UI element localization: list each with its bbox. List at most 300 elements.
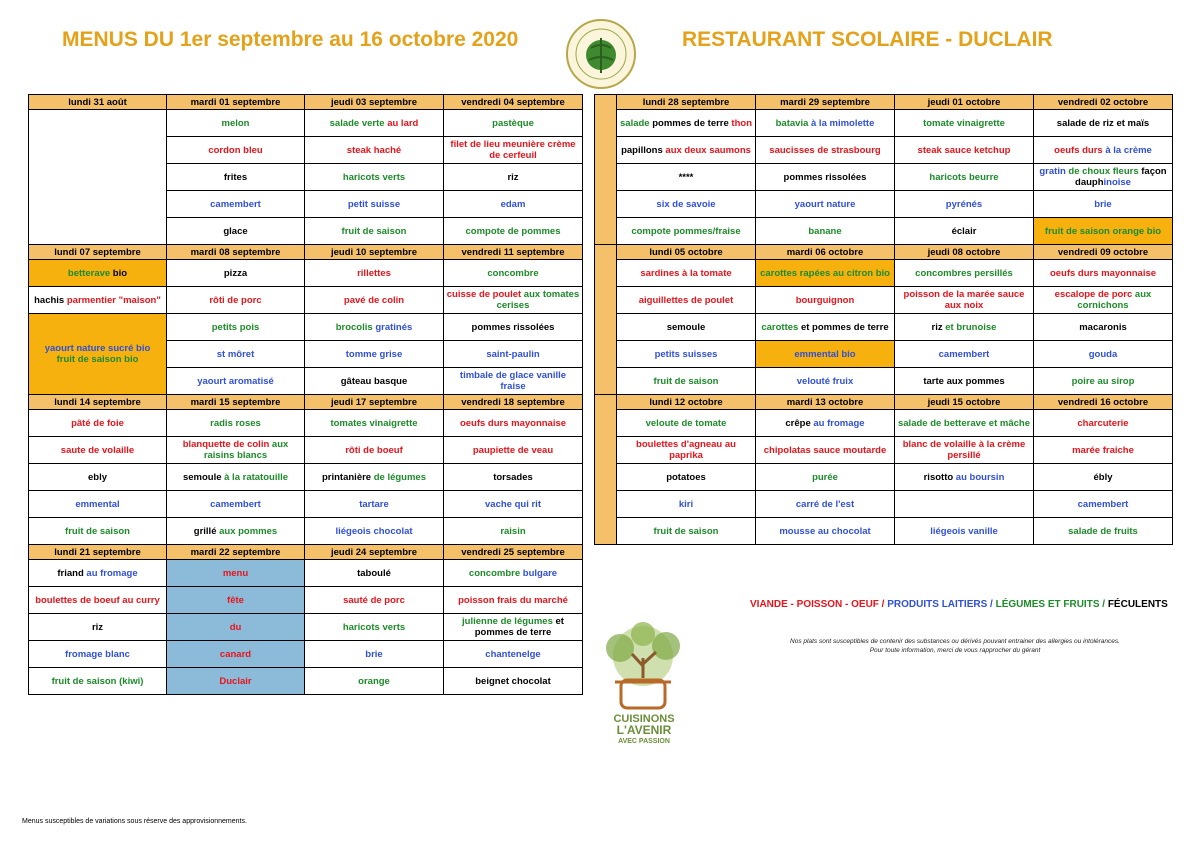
menu-item-text: batavia (775, 117, 809, 129)
menu-cell (617, 191, 756, 218)
allergy-note: Nos plats sont susceptibles de contenir des substances ou dérivés pouvant entrainer des allergies ou intolérances. Pour toute information, merci de vous rapprocher du gérant (790, 638, 1120, 654)
menu-cell (29, 410, 167, 437)
week-header-row (29, 95, 583, 110)
menu-item-text: steak sauce ketchup (917, 144, 1011, 156)
menu-item-text: du (229, 621, 242, 633)
menu-item-text: aiguillettes de poulet (638, 294, 734, 306)
menu-row (595, 518, 1173, 545)
day-header: mardi 13 octobre (756, 395, 895, 410)
menu-cell (167, 464, 305, 491)
menu-cell (1034, 341, 1173, 368)
menu-item-text: saucisses de strasbourg (769, 144, 881, 156)
menu-cell (756, 218, 895, 245)
menu-row (595, 437, 1173, 464)
menu-item-text: tarte aux pommes (923, 375, 1005, 387)
menu-item-text: haricots beurre (929, 171, 999, 183)
menu-cell (756, 410, 895, 437)
menu-cell (617, 218, 756, 245)
menu-cell (29, 587, 167, 614)
day-header: mardi 22 septembre (167, 545, 305, 560)
menu-row (595, 218, 1173, 245)
menu-item-text: poisson frais du marché (458, 594, 568, 606)
menu-cell (167, 191, 305, 218)
menu-cell (305, 368, 444, 395)
menu-cell (305, 560, 444, 587)
menu-item-text: pizza (223, 267, 248, 279)
menu-cell (895, 464, 1034, 491)
menu-item-text: gratinés (375, 321, 413, 333)
menu-item-text: blanc de volaille à la crème persillé (902, 439, 1026, 461)
menu-item-text: de choux fleurs (1065, 166, 1139, 177)
menu-item-text: salade de fruits (1068, 525, 1138, 537)
menu-item-text: à la ratatouille (221, 471, 289, 483)
menu-item-text: camembert (210, 198, 261, 210)
menu-item-text: à la mimolette (808, 117, 875, 129)
menu-item-text: vache qui rit (485, 498, 541, 510)
menu-item-text: chantenelge (485, 648, 541, 660)
day-header: vendredi 11 septembre (444, 245, 583, 260)
menu-item-text: fruit de saison (341, 225, 407, 237)
menu-cell (756, 368, 895, 395)
menu-item-text: au boursin (953, 471, 1005, 483)
menu-cell (617, 137, 756, 164)
menu-item-text: carottes (761, 321, 801, 333)
menu-cell (1034, 260, 1173, 287)
menu-cell (444, 164, 583, 191)
menu-item-text: rôti de boeuf (345, 444, 403, 456)
menu-item-text: carottes rapées au citron bio (760, 267, 890, 279)
menu-cell (895, 260, 1034, 287)
menu-cell (1034, 218, 1173, 245)
day-header: vendredi 09 octobre (1034, 245, 1173, 260)
menu-cell (617, 164, 756, 191)
day-header: mardi 29 septembre (756, 95, 895, 110)
menu-item-text: gratin (1039, 166, 1066, 177)
menu-item-text: printanière (321, 471, 372, 483)
menu-cell (29, 491, 167, 518)
menu-cell (444, 110, 583, 137)
menu-cell (756, 464, 895, 491)
menu-row (29, 641, 583, 668)
day-header: jeudi 10 septembre (305, 245, 444, 260)
menu-cell (444, 668, 583, 695)
week-header-row (595, 395, 1173, 410)
menu-cell (167, 218, 305, 245)
menu-item-text: ebly (87, 471, 107, 483)
menu-cell (617, 518, 756, 545)
menu-cell (444, 218, 583, 245)
day-header: vendredi 25 septembre (444, 545, 583, 560)
menu-row (595, 464, 1173, 491)
menu-cell (1034, 164, 1173, 191)
menu-item-text: riz (931, 321, 943, 333)
menu-item-text: fruit de saison (1044, 225, 1110, 237)
week-header-row (595, 245, 1173, 260)
menu-cell (167, 164, 305, 191)
menu-item-text: de légumes (371, 471, 427, 483)
menu-cell (29, 614, 167, 641)
menu-row (595, 410, 1173, 437)
menu-row (595, 164, 1173, 191)
restaurant-title: RESTAURANT SCOLAIRE - DUCLAIR (682, 28, 1053, 51)
day-header: jeudi 15 octobre (895, 395, 1034, 410)
menu-item-text: bulgare (520, 567, 558, 579)
menu-item-text: pavé de colin (343, 294, 405, 306)
menu-cell (29, 260, 167, 287)
logo-line1: CUISINONS (613, 713, 675, 725)
day-header: jeudi 03 septembre (305, 95, 444, 110)
menu-cell (444, 614, 583, 641)
menu-cell (895, 437, 1034, 464)
menu-cell (895, 218, 1034, 245)
menu-item-text: filet de lieu meunière crème de cerfeuil (450, 139, 576, 161)
menu-cell (305, 110, 444, 137)
menu-item-text: pâté de foie (71, 417, 124, 429)
menu-cell (1034, 110, 1173, 137)
menu-cell (444, 464, 583, 491)
menu-row (29, 287, 583, 314)
menu-cell (444, 191, 583, 218)
week-header-row (595, 95, 1173, 110)
menu-cell (617, 368, 756, 395)
menu-cell (895, 110, 1034, 137)
menu-item-text: velouté fruix (796, 375, 854, 387)
week-side-bar (595, 95, 617, 245)
menu-cell (167, 437, 305, 464)
menu-item-text: fête (227, 594, 244, 606)
menu-cell (167, 314, 305, 341)
menu-item-text: rôti de porc (209, 294, 262, 306)
menu-cell (305, 518, 444, 545)
menu-cell (444, 641, 583, 668)
menu-item-text: friand (57, 567, 84, 579)
menu-row (29, 518, 583, 545)
menu-cell (167, 410, 305, 437)
menu-cell (167, 260, 305, 287)
logo-line3: AVEC PASSION (618, 738, 670, 745)
menu-row (595, 110, 1173, 137)
menu-item-text: pommes rissolées (783, 171, 867, 183)
menu-cell (617, 314, 756, 341)
menu-cell (1034, 491, 1173, 518)
menu-item-text: haricots verts (342, 621, 406, 633)
menu-cell (617, 410, 756, 437)
menu-cell (167, 641, 305, 668)
menu-cell (29, 437, 167, 464)
menu-item-text: bourguignon (795, 294, 855, 306)
menu-item-text: fruit de saison (65, 525, 130, 537)
menu-cell (444, 491, 583, 518)
menu-item-text: risotto (923, 471, 954, 483)
week-header-row (29, 545, 583, 560)
menu-cell (444, 410, 583, 437)
menu-item-text: steak haché (346, 144, 402, 156)
menu-cell (444, 587, 583, 614)
menu-item-text: edam (500, 198, 526, 210)
menu-cell (895, 191, 1034, 218)
menu-cell (305, 191, 444, 218)
menu-item-text: compote de pommes (465, 225, 561, 237)
menu-item-text: banane (808, 225, 842, 237)
menu-item-text: salade de betterave et mâche (897, 417, 1030, 429)
menu-row (29, 560, 583, 587)
menu-row (29, 110, 583, 137)
menu-item-text: brie (1094, 198, 1112, 210)
menu-item-text: poire au sirop (1071, 375, 1135, 387)
menu-item-text: orange (358, 675, 390, 687)
menu-item-text: tomates vinaigrette (330, 417, 418, 429)
menu-item-text: aux pommes (216, 525, 278, 537)
menu-cell (29, 560, 167, 587)
menu-item-text: raisin (500, 525, 526, 537)
menu-item-text: cordon bleu (208, 144, 263, 156)
menu-item-text: tomme grise (345, 348, 403, 360)
day-header: mardi 15 septembre (167, 395, 305, 410)
menu-item-text: parmentier "maison" (66, 294, 161, 306)
menu-item-text: tartare (359, 498, 389, 510)
menu-item-text: yaourt aromatisé (197, 375, 274, 387)
menu-item-text: à la crème (1102, 144, 1152, 156)
menu-cell (305, 287, 444, 314)
menu-cell (167, 560, 305, 587)
menu-cell (444, 341, 583, 368)
menu-item-text: semoule (182, 471, 222, 483)
menu-cell (895, 287, 1034, 314)
week-side-bar (595, 245, 617, 395)
menu-item-text: canard (219, 648, 252, 660)
menu-item-text: timbale de glace vanille fraise (459, 370, 567, 392)
menu-item-text: pommes rissolées (471, 321, 555, 333)
menu-item-text: gouda (1088, 348, 1118, 360)
menu-item-text: éclair (951, 225, 977, 237)
menu-cell (305, 218, 444, 245)
menu-item-text: petit suisse (347, 198, 401, 210)
menu-cell (617, 287, 756, 314)
week-side-bar (595, 395, 617, 545)
menu-item-text: grillé (193, 525, 217, 537)
day-header: lundi 31 août (29, 95, 167, 110)
day-header: vendredi 16 octobre (1034, 395, 1173, 410)
menu-item-text: brie (365, 648, 383, 660)
menu-cell (305, 437, 444, 464)
menu-item-text: frites (223, 171, 248, 183)
menu-cell (305, 491, 444, 518)
menu-cell (617, 341, 756, 368)
menu-cell (895, 518, 1034, 545)
menu-item-text: fruit de saison (653, 375, 719, 387)
left-menu-table (28, 94, 583, 695)
menu-item-text: menu (222, 567, 249, 579)
menu-item-text: concombres persillés (915, 267, 1013, 279)
legend-laitiers: PRODUITS LAITIERS / (884, 599, 993, 610)
day-header: jeudi 17 septembre (305, 395, 444, 410)
day-header: lundi 07 septembre (29, 245, 167, 260)
menu-cell (305, 341, 444, 368)
menu-item-text: oeufs durs mayonnaise (459, 417, 567, 429)
food-group-legend (750, 599, 1168, 610)
menu-item-text: crêpe (785, 417, 811, 429)
menu-cell (444, 287, 583, 314)
menu-cell (305, 410, 444, 437)
footer-note: Menus susceptibles de variations sous réserve des approvisionnements. (22, 818, 247, 825)
menu-item-text: emmental (75, 498, 120, 510)
menu-cell (1034, 518, 1173, 545)
menu-cell (29, 464, 167, 491)
menu-item-text: pyrénés (945, 198, 983, 210)
menu-cell (29, 668, 167, 695)
menu-row (595, 314, 1173, 341)
menu-item-text: camembert (210, 498, 261, 510)
menu-item-text: liégeois chocolat (335, 525, 413, 537)
menu-row (29, 614, 583, 641)
menu-item-text: fruit de saison (653, 525, 719, 537)
menu-cell (305, 260, 444, 287)
menu-cell (29, 518, 167, 545)
day-header: lundi 21 septembre (29, 545, 167, 560)
menu-row (29, 260, 583, 287)
logo-text (588, 714, 700, 747)
menu-cell (305, 314, 444, 341)
menu-cell (756, 518, 895, 545)
menu-cell (617, 260, 756, 287)
menu-item-text: liégeois vanille (930, 525, 998, 537)
menu-row (595, 137, 1173, 164)
menu-cell (305, 137, 444, 164)
menu-cell (756, 314, 895, 341)
menu-row (29, 587, 583, 614)
menu-cell (756, 164, 895, 191)
menu-item-text: camembert (1077, 498, 1129, 510)
menu-cell (444, 437, 583, 464)
day-header: mardi 08 septembre (167, 245, 305, 260)
menu-item-text: blanquette de colin (182, 439, 270, 450)
menu-cell (444, 368, 583, 395)
menu-item-text: inoise (1103, 177, 1131, 188)
menu-item-text: st môret (216, 348, 255, 360)
menu-cell (305, 164, 444, 191)
menu-item-text: et pommes de terre (474, 616, 564, 638)
menu-item-text: potatoes (666, 471, 706, 483)
menu-cell (167, 518, 305, 545)
menu-cell (305, 464, 444, 491)
menu-item-text: orange bio (1109, 225, 1162, 237)
menu-item-text: julienne de légumes (462, 616, 553, 627)
menu-cell (1034, 437, 1173, 464)
menu-cell (167, 668, 305, 695)
day-header: lundi 05 octobre (617, 245, 756, 260)
menu-item-text: papillons (621, 144, 663, 156)
menu-row (595, 260, 1173, 287)
menu-item-text: fromage blanc (65, 648, 130, 660)
menu-cell (895, 341, 1034, 368)
menu-item-text: thon (731, 117, 752, 129)
menu-item-text: emmental bio (794, 348, 856, 360)
menu-cell (167, 614, 305, 641)
menu-cell (444, 260, 583, 287)
menu-cell (756, 110, 895, 137)
menu-item-text: petits suisses (654, 348, 718, 360)
week-header-row (29, 395, 583, 410)
menu-item-text: salade (620, 117, 650, 129)
menu-cell (1034, 191, 1173, 218)
menu-cell (617, 110, 756, 137)
menu-item-text: paupiette de veau (472, 444, 554, 456)
menu-cell (895, 164, 1034, 191)
menu-item-text: au lard (384, 117, 419, 129)
menu-item-text: aux raisins blancs (203, 439, 289, 461)
menu-item-text: six de savoie (656, 198, 716, 210)
menu-cell (1034, 464, 1173, 491)
menu-item-text: façon dauph (1075, 166, 1167, 188)
menu-cell (895, 314, 1034, 341)
menu-item-text: et pommes de terre (800, 321, 889, 333)
menu-item-text: boulettes d'agneau au paprika (636, 439, 736, 461)
menu-item-text: marée fraiche (1072, 444, 1134, 456)
menu-cell (895, 491, 1034, 518)
logo-line2: L'AVENIR (616, 723, 672, 737)
menu-row (29, 464, 583, 491)
menu-cell (617, 464, 756, 491)
right-menu-table (594, 94, 1173, 545)
menu-cell (756, 341, 895, 368)
menu-item-text: et brunoise (942, 321, 997, 333)
menu-item-text: bio (110, 267, 128, 279)
menu-row (595, 368, 1173, 395)
menu-item-text: salade verte (329, 117, 385, 129)
menu-item-text: gâteau basque (340, 375, 408, 387)
day-header: lundi 28 septembre (617, 95, 756, 110)
menu-cell (756, 137, 895, 164)
menu-item-text: au fromage (83, 567, 138, 579)
menu-cell (444, 518, 583, 545)
menu-item-text: au fromage (810, 417, 865, 429)
menu-row (29, 668, 583, 695)
menu-item-text: pastèque (492, 117, 534, 129)
legend-feculents: FÉCULENTS (1105, 599, 1168, 610)
day-header: vendredi 02 octobre (1034, 95, 1173, 110)
menu-item-text: boulettes de boeuf au curry (35, 594, 160, 606)
menu-cell (756, 191, 895, 218)
menu-item-text: kiri (678, 498, 694, 510)
school-seal-icon (565, 18, 637, 90)
menu-item-text: brocolis (335, 321, 376, 333)
menu-item-text: chipolatas sauce moutarde (763, 444, 887, 456)
menu-item-text: saute de volaille (60, 444, 135, 456)
menu-item-text: torsades (493, 471, 533, 483)
menu-item-text: riz (507, 171, 519, 183)
menu-cell (617, 491, 756, 518)
menu-item-text: oeufs durs (1054, 144, 1103, 156)
menu-item-text: oeufs durs mayonnaise (1049, 267, 1157, 279)
menu-cell (756, 287, 895, 314)
menu-item-text: aux deux saumons (662, 144, 751, 156)
menu-item-text: glace (223, 225, 248, 237)
menu-item-text: yaourt nature (794, 198, 856, 210)
menu-cell (29, 641, 167, 668)
menu-item-text: sauté de porc (343, 594, 405, 606)
menu-cell (29, 314, 167, 395)
day-header: mardi 01 septembre (167, 95, 305, 110)
day-header: jeudi 08 octobre (895, 245, 1034, 260)
menu-cell (305, 587, 444, 614)
legend-viande: VIANDE - POISSON - OEUF / (750, 599, 885, 610)
menu-item-text: **** (678, 171, 694, 183)
menu-cell (167, 491, 305, 518)
menu-cell (895, 137, 1034, 164)
menu-item-text: charcuterie (1077, 417, 1129, 429)
day-header: vendredi 04 septembre (444, 95, 583, 110)
menu-cell (756, 437, 895, 464)
